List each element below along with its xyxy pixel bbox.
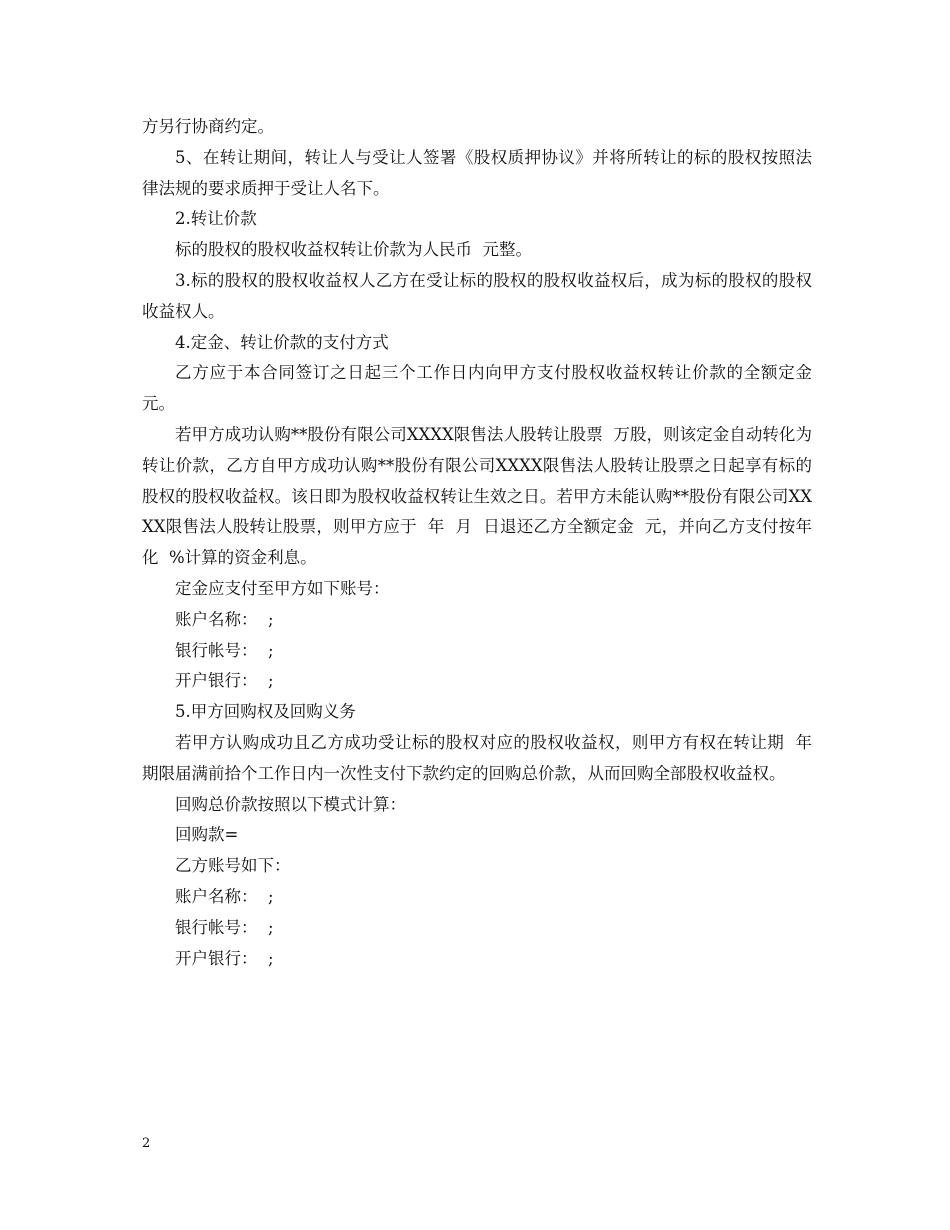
document-body: [142, 112, 823, 974]
paragraph: 回购总价款按照以下模式计算：: [175, 794, 406, 814]
formula-line: 回购款=: [175, 825, 239, 845]
section-heading: 4.定金、转让价款的支付方式: [175, 332, 389, 352]
paragraph: 乙方账号如下：: [175, 856, 291, 876]
paragraph: 若甲方认购成功且乙方成功受让标的股权对应的股权收益权，则甲方有权在转让期 年期限届满前拾个工作日内一次性支付下款约定的回购总价款，从而回购全部股权收益权。: [142, 732, 812, 783]
section-heading: 5.甲方回购权及回购义务: [175, 702, 356, 722]
opening-bank-line: 开户银行： ;: [175, 948, 274, 968]
bank-account-line: 银行帐号： ;: [175, 917, 274, 937]
paragraph: 方另行协商约定。: [142, 117, 274, 136]
bank-account-line: 银行帐号： ;: [175, 640, 274, 660]
page-number: 2: [142, 1136, 151, 1151]
paragraph: 3.标的股权的股权收益权人乙方在受让标的股权的股权收益权后，成为标的股权的股权收益权人。: [142, 270, 812, 321]
account-name-line: 账户名称： ;: [175, 886, 274, 906]
paragraph: 乙方应于本合同签订之日起三个工作日内向甲方支付股权收益权转让价款的全额定金 元。: [142, 363, 823, 414]
paragraph: 5、在转让期间，转让人与受让人签署《股权质押协议》并将所转让的标的股权按照法律法规的要求质押于受让人名下。: [142, 147, 812, 198]
account-name-line: 账户名称： ;: [175, 609, 274, 629]
paragraph: 若甲方成功认购**股份有限公司XXXX限售法人股转让股票 万股，则该定金自动转化为转让价款，乙方自甲方成功认购**股份有限公司XXXX限售法人股转让股票之日起享有标的股权的股权收益权。该日即为股权收益权转让生效之日。若甲方未能认购**股份有限公司XXXX限售法人股转让股票，则甲方应于 年 月 日退还乙方全额定金 元，并向乙方支付按年化 %计算的资金利息。: [142, 424, 812, 568]
paragraph: 定金应支付至甲方如下账号：: [175, 578, 390, 598]
opening-bank-line: 开户银行： ;: [175, 671, 274, 691]
section-heading: 2.转让价款: [175, 209, 257, 229]
paragraph: 标的股权的股权收益权转让价款为人民币 元整。: [175, 240, 532, 260]
